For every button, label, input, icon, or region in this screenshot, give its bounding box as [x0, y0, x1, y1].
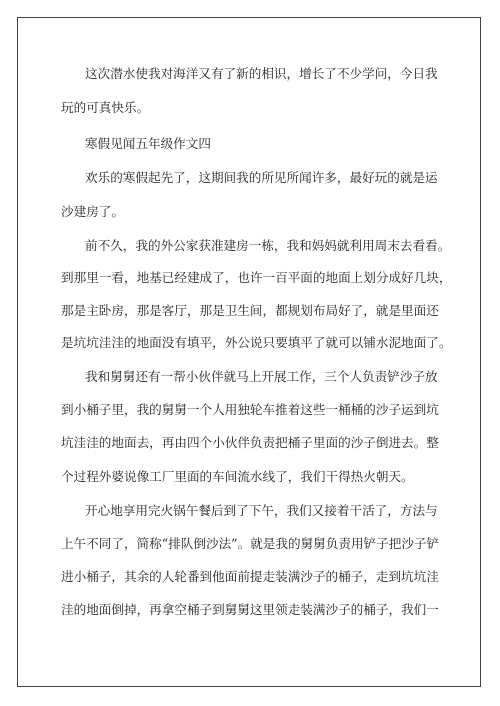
text-line: 到小桶子里，我的舅舅一个人用独轮车推着这些一桶桶的沙子运到坑 — [61, 402, 439, 417]
page-border — [17, 17, 481, 687]
text-line: 上午不同了，简称“排队倒沙法”。就是我的舅舅负责用铲子把沙子铲 — [61, 536, 440, 551]
text-line: 坑洼洼的地面去，再由四个小伙伴负责把桶子里面的沙子倒进去。整 — [61, 435, 439, 450]
text-line: 开心地享用完火锅午餐后到了下午，我们又接着干活了，方法与 — [85, 503, 438, 518]
text-line: 到那里一看，地基已经建成了，也许一百平面的地面上划分成好几块， — [61, 270, 452, 285]
text-line: 进小桶子，其余的人轮番到他面前提走装满沙子的桶子，走到坑坑洼 — [61, 569, 439, 584]
text-line: 个过程外婆说像工厂里面的车间流水线了，我们干得热火朝天。 — [61, 469, 414, 484]
text-line: 欢乐的寒假起先了，这期间我的所见所闻许多，最好玩的就是运 — [85, 170, 438, 185]
text-line: 我和舅舅还有一帮小伙伴就马上开展工作，三个人负责铲沙子放 — [85, 369, 438, 384]
text-line: 这次潜水使我对海洋又有了新的相识，增长了不少学问，今日我 — [85, 66, 438, 81]
text-line: 是坑坑洼洼的地面没有填平，外公说只要填平了就可以铺水泥地面了。 — [61, 335, 452, 350]
text-line: 那是主卧房，那是客厅，那是卫生间，都规划布局好了，就是里面还 — [61, 303, 439, 318]
text-line: 洼的地面倒掉，再拿空桶子到舅舅这里领走装满沙子的桶子，我们一 — [61, 602, 439, 617]
text-line: 沙建房了。 — [61, 204, 124, 219]
heading-text: 寒假见闻五年级作文四 — [85, 136, 211, 151]
text-line: 玩的可真快乐。 — [61, 100, 150, 115]
text-line: 前不久，我的外公家获准建房一栋，我和妈妈就利用周末去看看。 — [85, 238, 451, 253]
